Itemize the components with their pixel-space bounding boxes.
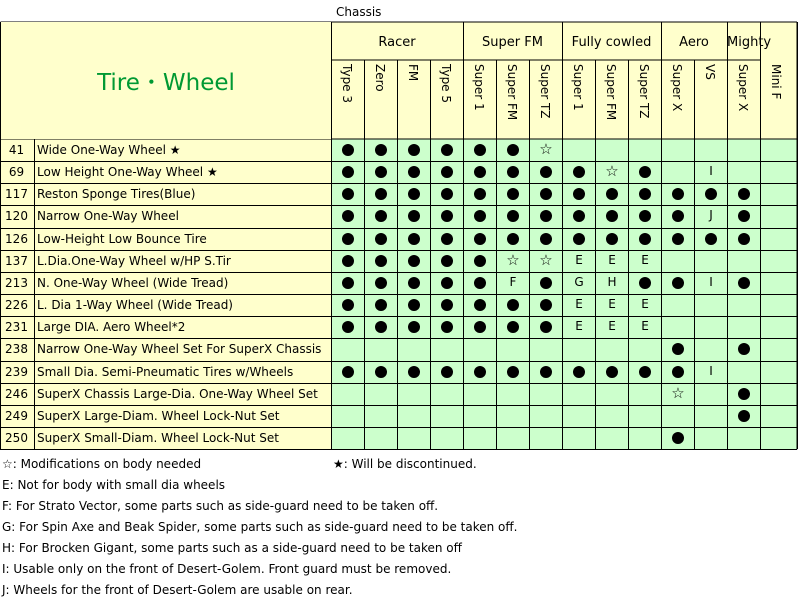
compatible-dot-icon bbox=[530, 186, 562, 200]
compatible-dot-icon bbox=[728, 341, 760, 355]
compatible-dot-icon bbox=[398, 364, 430, 378]
compatible-dot-icon bbox=[431, 208, 463, 222]
compatible-dot-icon bbox=[332, 208, 364, 222]
compatible-dot-icon bbox=[365, 142, 397, 156]
item-name: L.Dia.One-Way Wheel w/HP S.Tir bbox=[37, 254, 231, 268]
compatible-dot-icon bbox=[563, 364, 595, 378]
item-number: 231 bbox=[5, 320, 28, 334]
compatible-dot-icon bbox=[431, 231, 463, 245]
compatible-dot-icon bbox=[563, 231, 595, 245]
compatible-dot-icon bbox=[332, 297, 364, 311]
compatible-dot-icon bbox=[695, 186, 727, 200]
compatible-dot-icon bbox=[398, 319, 430, 333]
item-number: 117 bbox=[5, 187, 28, 201]
compatible-dot-icon bbox=[398, 253, 430, 267]
column-header: Type 3 bbox=[340, 64, 354, 104]
item-name: Small Dia. Semi-Pneumatic Tires w/Wheels bbox=[37, 365, 294, 379]
legend-e: E: Not for body with small dia wheels bbox=[2, 478, 226, 492]
compatible-dot-icon bbox=[464, 208, 496, 222]
compatible-dot-icon bbox=[497, 231, 529, 245]
compatible-dot-icon bbox=[728, 408, 760, 422]
compatible-dot-icon bbox=[398, 231, 430, 245]
item-number: 246 bbox=[5, 387, 28, 401]
compatible-dot-icon bbox=[365, 231, 397, 245]
column-header: Mini F bbox=[769, 64, 783, 100]
compatible-dot-icon bbox=[365, 186, 397, 200]
group-aero: Aero bbox=[679, 35, 709, 50]
compatible-dot-icon bbox=[398, 208, 430, 222]
compatible-dot-icon bbox=[728, 386, 760, 400]
star-outline-icon: ☆ bbox=[671, 384, 685, 402]
compatible-dot-icon bbox=[629, 208, 661, 222]
note-letter: E bbox=[608, 253, 616, 267]
compatible-dot-icon bbox=[431, 297, 463, 311]
compatible-dot-icon bbox=[530, 297, 562, 311]
note-letter: I bbox=[709, 275, 713, 289]
compatible-dot-icon bbox=[332, 253, 364, 267]
note-letter: E bbox=[575, 297, 583, 311]
compatible-dot-icon bbox=[464, 297, 496, 311]
compatible-dot-icon bbox=[332, 186, 364, 200]
item-name: SuperX Chassis Large-Dia. One-Way Wheel Set bbox=[37, 387, 318, 401]
compatible-dot-icon bbox=[563, 208, 595, 222]
compatible-dot-icon bbox=[728, 208, 760, 222]
compatible-dot-icon bbox=[497, 164, 529, 178]
legend-i: I: Usable only on the front of Desert-Golem. Front guard must be removed. bbox=[2, 562, 452, 576]
compatible-dot-icon bbox=[497, 364, 529, 378]
item-number: 213 bbox=[5, 276, 28, 290]
note-letter: E bbox=[608, 297, 616, 311]
compatible-dot-icon bbox=[497, 142, 529, 156]
compatible-dot-icon bbox=[530, 319, 562, 333]
item-number: 120 bbox=[5, 209, 28, 223]
compatible-dot-icon bbox=[431, 186, 463, 200]
compatible-dot-icon bbox=[398, 275, 430, 289]
item-name: L. Dia 1-Way Wheel (Wide Tread) bbox=[37, 298, 233, 312]
compatible-dot-icon bbox=[431, 275, 463, 289]
item-number: 41 bbox=[8, 143, 25, 157]
compatible-dot-icon bbox=[365, 319, 397, 333]
compatible-dot-icon bbox=[662, 186, 694, 200]
item-name: Low Height One-Way Wheel ★ bbox=[37, 165, 218, 179]
compatible-dot-icon bbox=[431, 253, 463, 267]
note-letter: E bbox=[575, 319, 583, 333]
compatible-dot-icon bbox=[332, 319, 364, 333]
note-letter: H bbox=[607, 275, 617, 289]
compatible-dot-icon bbox=[497, 186, 529, 200]
star-outline-icon: ☆ bbox=[539, 251, 553, 269]
group-mighty: Mighty bbox=[727, 35, 772, 50]
star-outline-icon: ☆ bbox=[506, 251, 520, 269]
compatible-dot-icon bbox=[563, 186, 595, 200]
item-number: 239 bbox=[5, 365, 28, 379]
compatible-dot-icon bbox=[365, 275, 397, 289]
compatible-dot-icon bbox=[662, 231, 694, 245]
compatible-dot-icon bbox=[497, 297, 529, 311]
compatible-dot-icon bbox=[530, 275, 562, 289]
item-number: 69 bbox=[8, 165, 25, 179]
star-outline-icon: ☆ bbox=[539, 140, 553, 158]
item-number: 250 bbox=[5, 431, 28, 445]
item-name: Reston Sponge Tires(Blue) bbox=[37, 187, 196, 201]
note-letter: E bbox=[608, 319, 616, 333]
compatible-dot-icon bbox=[497, 319, 529, 333]
compatible-dot-icon bbox=[464, 142, 496, 156]
compatible-dot-icon bbox=[365, 164, 397, 178]
column-header: Super 1 bbox=[571, 64, 585, 111]
item-number: 238 bbox=[5, 342, 28, 356]
compatible-dot-icon bbox=[365, 297, 397, 311]
compatible-dot-icon bbox=[695, 231, 727, 245]
compatible-dot-icon bbox=[662, 341, 694, 355]
compatible-dot-icon bbox=[398, 164, 430, 178]
legend-f: F: For Strato Vector, some parts such as side-guard need to be taken off. bbox=[2, 499, 439, 513]
compatible-dot-icon bbox=[398, 186, 430, 200]
item-name: Narrow One-Way Wheel Set For SuperX Chassis bbox=[37, 342, 322, 356]
note-letter: F bbox=[509, 275, 517, 289]
compatible-dot-icon bbox=[431, 142, 463, 156]
column-header: VS bbox=[703, 64, 717, 80]
note-letter: I bbox=[709, 164, 713, 178]
legend-star-filled: ★: Will be discontinued. bbox=[333, 457, 477, 471]
compatible-dot-icon bbox=[530, 208, 562, 222]
compatible-dot-icon bbox=[332, 364, 364, 378]
note-letter: E bbox=[641, 319, 649, 333]
compatible-dot-icon bbox=[365, 208, 397, 222]
column-header: Super X bbox=[736, 64, 750, 112]
note-letter: I bbox=[709, 364, 713, 378]
item-name: N. One-Way Wheel (Wide Tread) bbox=[37, 276, 229, 290]
column-header: Super TZ bbox=[538, 64, 552, 119]
page-title: Tire・Wheel bbox=[1, 22, 331, 139]
column-header: Super FM bbox=[505, 64, 519, 121]
compatible-dot-icon bbox=[464, 275, 496, 289]
compatible-dot-icon bbox=[464, 319, 496, 333]
compatible-dot-icon bbox=[332, 275, 364, 289]
chassis-label: Chassis bbox=[336, 5, 382, 19]
column-header: FM bbox=[406, 64, 420, 82]
legend-g: G: For Spin Axe and Beak Spider, some parts such as side-guard need to be taken off. bbox=[2, 520, 518, 534]
item-number: 126 bbox=[5, 232, 28, 246]
note-letter: G bbox=[574, 275, 584, 289]
item-number: 137 bbox=[5, 254, 28, 268]
compatible-dot-icon bbox=[629, 186, 661, 200]
compatible-dot-icon bbox=[530, 231, 562, 245]
compatible-dot-icon bbox=[596, 208, 628, 222]
compatible-dot-icon bbox=[728, 275, 760, 289]
group-fully-cowled: Fully cowled bbox=[571, 35, 652, 50]
group-racer: Racer bbox=[378, 35, 416, 50]
legend-h: H: For Brocken Gigant, some parts such as a side-guard need to be taken off bbox=[2, 541, 462, 555]
compatible-dot-icon bbox=[497, 208, 529, 222]
compatible-dot-icon bbox=[464, 231, 496, 245]
compatible-dot-icon bbox=[662, 275, 694, 289]
compatible-dot-icon bbox=[464, 364, 496, 378]
compatible-dot-icon bbox=[563, 164, 595, 178]
item-name: Low-Height Low Bounce Tire bbox=[37, 232, 207, 246]
compatible-dot-icon bbox=[629, 164, 661, 178]
compatible-dot-icon bbox=[365, 364, 397, 378]
compatible-dot-icon bbox=[530, 164, 562, 178]
compatible-dot-icon bbox=[728, 186, 760, 200]
compatible-dot-icon bbox=[431, 164, 463, 178]
column-header: Type 5 bbox=[439, 64, 453, 104]
item-name: Wide One-Way Wheel ★ bbox=[37, 143, 181, 157]
item-name: Narrow One-Way Wheel bbox=[37, 209, 179, 223]
note-letter: J bbox=[709, 208, 713, 222]
compatible-dot-icon bbox=[596, 364, 628, 378]
item-number: 249 bbox=[5, 409, 28, 423]
compatible-dot-icon bbox=[332, 164, 364, 178]
item-number: 226 bbox=[5, 298, 28, 312]
compatible-dot-icon bbox=[398, 142, 430, 156]
column-header: Super X bbox=[670, 64, 684, 112]
compatible-dot-icon bbox=[596, 186, 628, 200]
compatible-dot-icon bbox=[530, 364, 562, 378]
compatible-dot-icon bbox=[629, 231, 661, 245]
column-header: Zero bbox=[373, 64, 387, 92]
legend-j: J: Wheels for the front of Desert-Golem are usable on rear. bbox=[2, 583, 353, 597]
compatible-dot-icon bbox=[596, 231, 628, 245]
star-outline-icon: ☆ bbox=[605, 162, 619, 180]
item-name: Large DIA. Aero Wheel*2 bbox=[37, 320, 186, 334]
column-header: Super 1 bbox=[472, 64, 486, 111]
compatible-dot-icon bbox=[464, 186, 496, 200]
column-header: Super FM bbox=[604, 64, 618, 121]
compatible-dot-icon bbox=[464, 253, 496, 267]
legend-star-open: ☆: Modifications on body needed bbox=[2, 457, 202, 471]
group-super-fm: Super FM bbox=[482, 35, 543, 50]
compatible-dot-icon bbox=[332, 142, 364, 156]
compatible-dot-icon bbox=[398, 297, 430, 311]
compatible-dot-icon bbox=[464, 164, 496, 178]
compatible-dot-icon bbox=[431, 364, 463, 378]
compatible-dot-icon bbox=[662, 364, 694, 378]
compatible-dot-icon bbox=[629, 275, 661, 289]
column-header: Super TZ bbox=[637, 64, 651, 119]
compatible-dot-icon bbox=[365, 253, 397, 267]
compatible-dot-icon bbox=[332, 231, 364, 245]
note-letter: E bbox=[575, 253, 583, 267]
compatible-dot-icon bbox=[662, 208, 694, 222]
item-name: SuperX Large-Diam. Wheel Lock-Nut Set bbox=[37, 409, 280, 423]
compatible-dot-icon bbox=[728, 231, 760, 245]
note-letter: E bbox=[641, 297, 649, 311]
compatible-dot-icon bbox=[431, 319, 463, 333]
compatible-dot-icon bbox=[662, 430, 694, 444]
note-letter: E bbox=[641, 253, 649, 267]
compatible-dot-icon bbox=[629, 364, 661, 378]
item-name: SuperX Small-Diam. Wheel Lock-Nut Set bbox=[37, 431, 279, 445]
